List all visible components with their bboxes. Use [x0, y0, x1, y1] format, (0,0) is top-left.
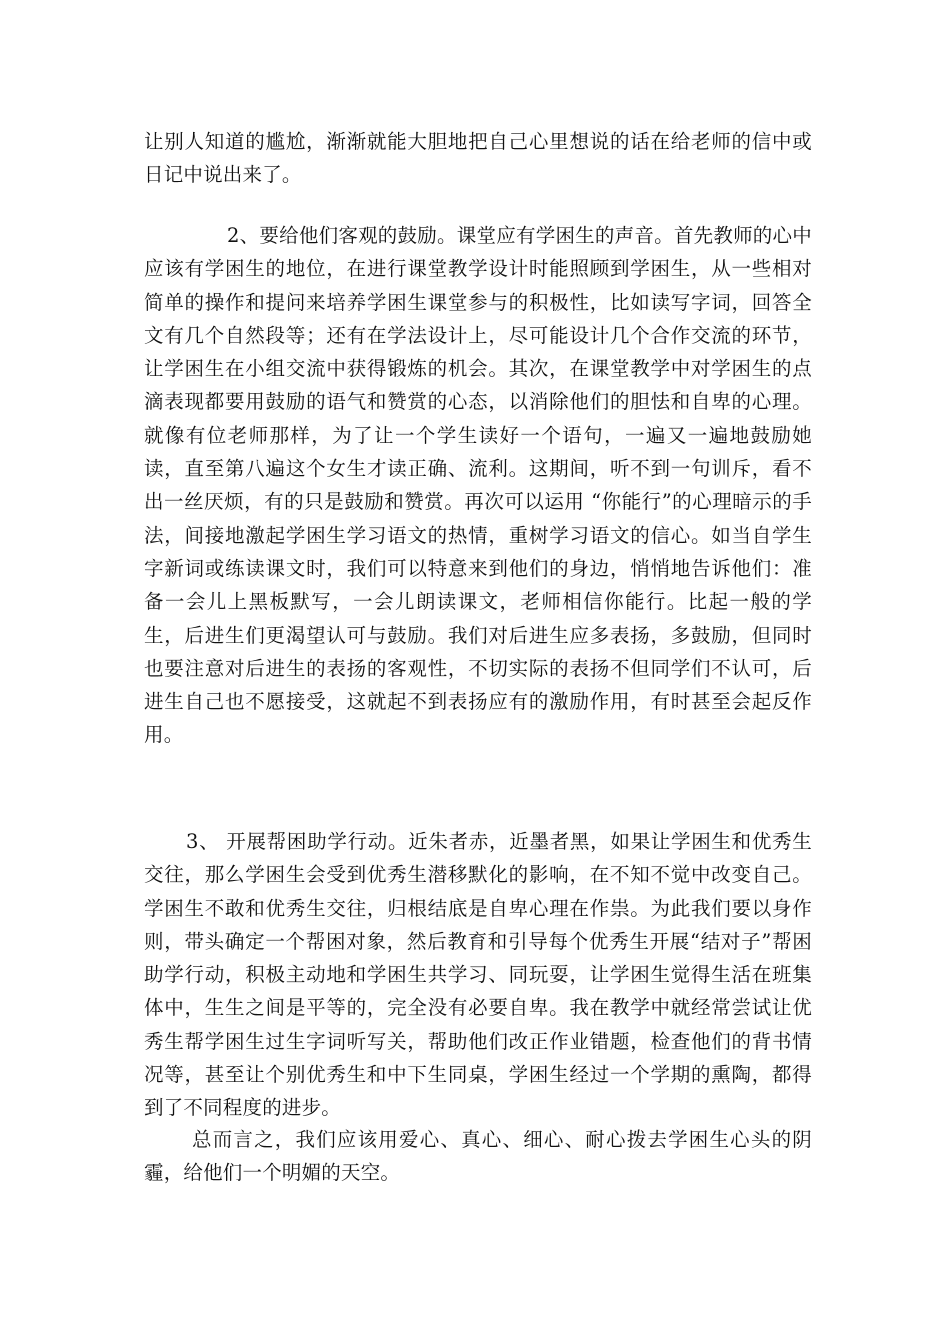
paragraph-conclusion: 总而言之，我们应该用爱心、真心、细心、耐心拨去学困生心头的阴霾，给他们一个明媚的天空。 [144, 1128, 812, 1185]
paragraph-continuation: 让别人知道的尴尬，渐渐就能大胆地把自己心里想说的话在给老师的信中或日记中说出来了。 [144, 130, 812, 187]
paragraph-point-2: 2、要给他们客观的鼓励。课堂应有学困生的声音。首先教师的心中应该有学困生的地位，在进行课堂教学设计时能照顾到学困生，从一些相对简单的操作和提问来培养学困生课堂参与的积极性，比如读写字词，回答全文有几个自然段等；还有在学法设计上，尽可能设计几个合作交流的环节，让学困生在小组交流中获得锻炼的机会。其次，在课堂教学中对学困生的点滴表现都要用鼓励的语气和赞赏的心态，以消除他们的胆怯和自卑的心理。就像有位老师那样，为了让一个学生读好一个语句，一遍又一遍地鼓励她读，直至第八遍这个女生才读正确、流利。这期间，听不到一句训斥，看不出一丝厌烦，有的只是鼓励和赞赏。再次可以运用 “你能行”的心理暗示的手法，间接地激起学困生学习语文的热情，重树学习语文的信心。如当自学生字新词或练读课文时，我们可以特意来到他们的身边，悄悄地告诉他们：准备一会儿上黑板默写，一会儿朗读课文，老师相信你能行。比起一般的学生，后进生们更渴望认可与鼓励。我们对后进生应多表扬，多鼓励，但同时也要注意对后进生的表扬的客观性，不切实际的表扬不但同学们不认可，后进生自己也不愿接受，这就起不到表扬应有的激励作用，有时甚至会起反作用。 [144, 224, 812, 747]
paragraph-point-3: 3、 开展帮困助学行动。近朱者赤，近墨者黑，如果让学困生和优秀生交往，那么学困生会受到优秀生潜移默化的影响，在不知不觉中改变自己。学困生不敢和优秀生交往，归根结底是自卑心理在作祟。为此我们要以身作则，带头确定一个帮困对象，然后教育和引导每个优秀生开展“结对子”帮困助学行动，积极主动地和学困生共学习、同玩耍，让学困生觉得生活在班集体中，生生之间是平等的，完全没有必要自卑。我在教学中就经常尝试让优秀生帮学困生过生字词听写关，帮助他们改正作业错题，检查他们的背书情况等，甚至让个别优秀生和中下生同桌，学困生经过一个学期的熏陶，都得到了不同程度的进步。 [144, 830, 812, 1120]
